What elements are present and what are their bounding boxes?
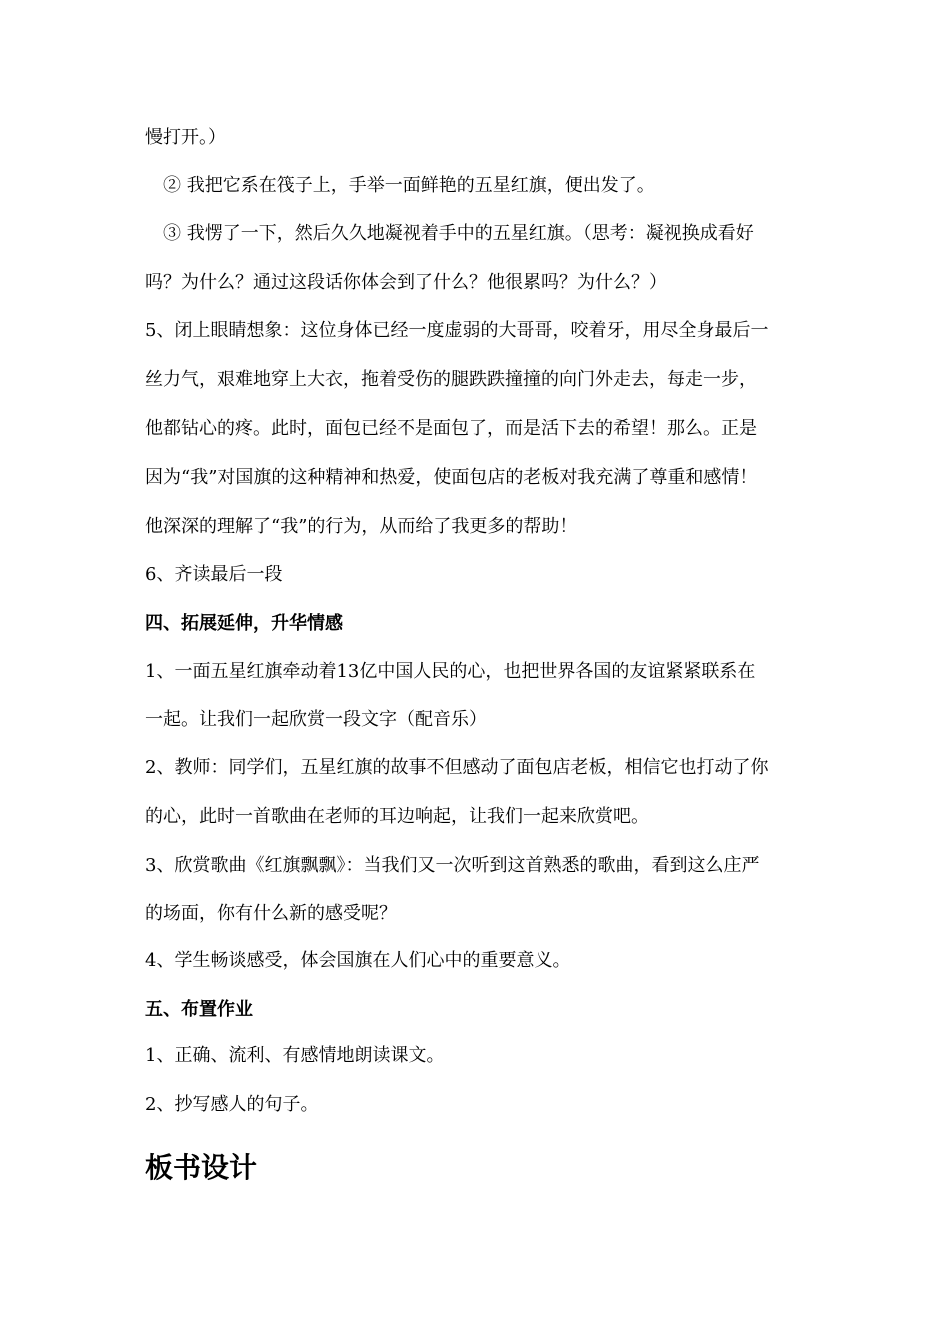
text-line: 的场面，你有什么新的感受呢？ — [145, 903, 397, 924]
section-heading: 四、拓展延伸，升华情感 — [145, 613, 343, 634]
text-line: 1、正确、流利、有感情地朗读课文。 — [145, 1045, 445, 1066]
text-line: 2、抄写感人的句子。 — [145, 1094, 319, 1115]
text-line: 因为“我”对国旗的这种精神和热爱，使面包店的老板对我充满了尊重和感情！ — [145, 467, 758, 488]
text-line: 3、欣赏歌曲《红旗飘飘》：当我们又一次听到这首熟悉的歌曲，看到这么庄严 — [145, 855, 760, 876]
text-line: 慢打开。） — [145, 127, 226, 148]
text-line: 6、齐读最后一段 — [145, 564, 283, 585]
text-line: 吗？为什么？通过这段话你体会到了什么？他很累吗？为什么？） — [145, 272, 667, 293]
text-line: ③ 我愣了一下，然后久久地凝视着手中的五星红旗。（思考：凝视换成看好 — [163, 223, 754, 244]
text-line: ② 我把它系在筏子上，手举一面鲜艳的五星红旗，便出发了。 — [163, 175, 655, 196]
text-line: 一起。让我们一起欣赏一段文字（配音乐） — [145, 709, 487, 730]
text-line: 的心，此时一首歌曲在老师的耳边响起，让我们一起来欣赏吧。 — [145, 806, 649, 827]
text-line: 1、一面五星红旗牵动着13亿中国人民的心，也把世界各国的友谊紧紧联系在 — [145, 661, 756, 682]
text-line: 丝力气，艰难地穿上大衣，拖着受伤的腿跌跌撞撞的向门外走去，每走一步， — [145, 369, 757, 390]
text-line: 2、教师：同学们，五星红旗的故事不但感动了面包店老板，相信它也打动了你 — [145, 757, 769, 778]
text-line: 他都钻心的疼。此时，面包已经不是面包了，而是活下去的希望！那么。正是 — [145, 418, 757, 439]
page-heading: 板书设计 — [145, 1151, 258, 1184]
text-line: 4、学生畅谈感受，体会国旗在人们心中的重要意义。 — [145, 950, 571, 971]
text-line: 他深深的理解了“我”的行为，从而给了我更多的帮助！ — [145, 516, 578, 537]
text-line: 5、闭上眼睛想象：这位身体已经一度虚弱的大哥哥，咬着牙，用尽全身最后一 — [145, 320, 769, 341]
section-heading: 五、布置作业 — [145, 999, 253, 1020]
